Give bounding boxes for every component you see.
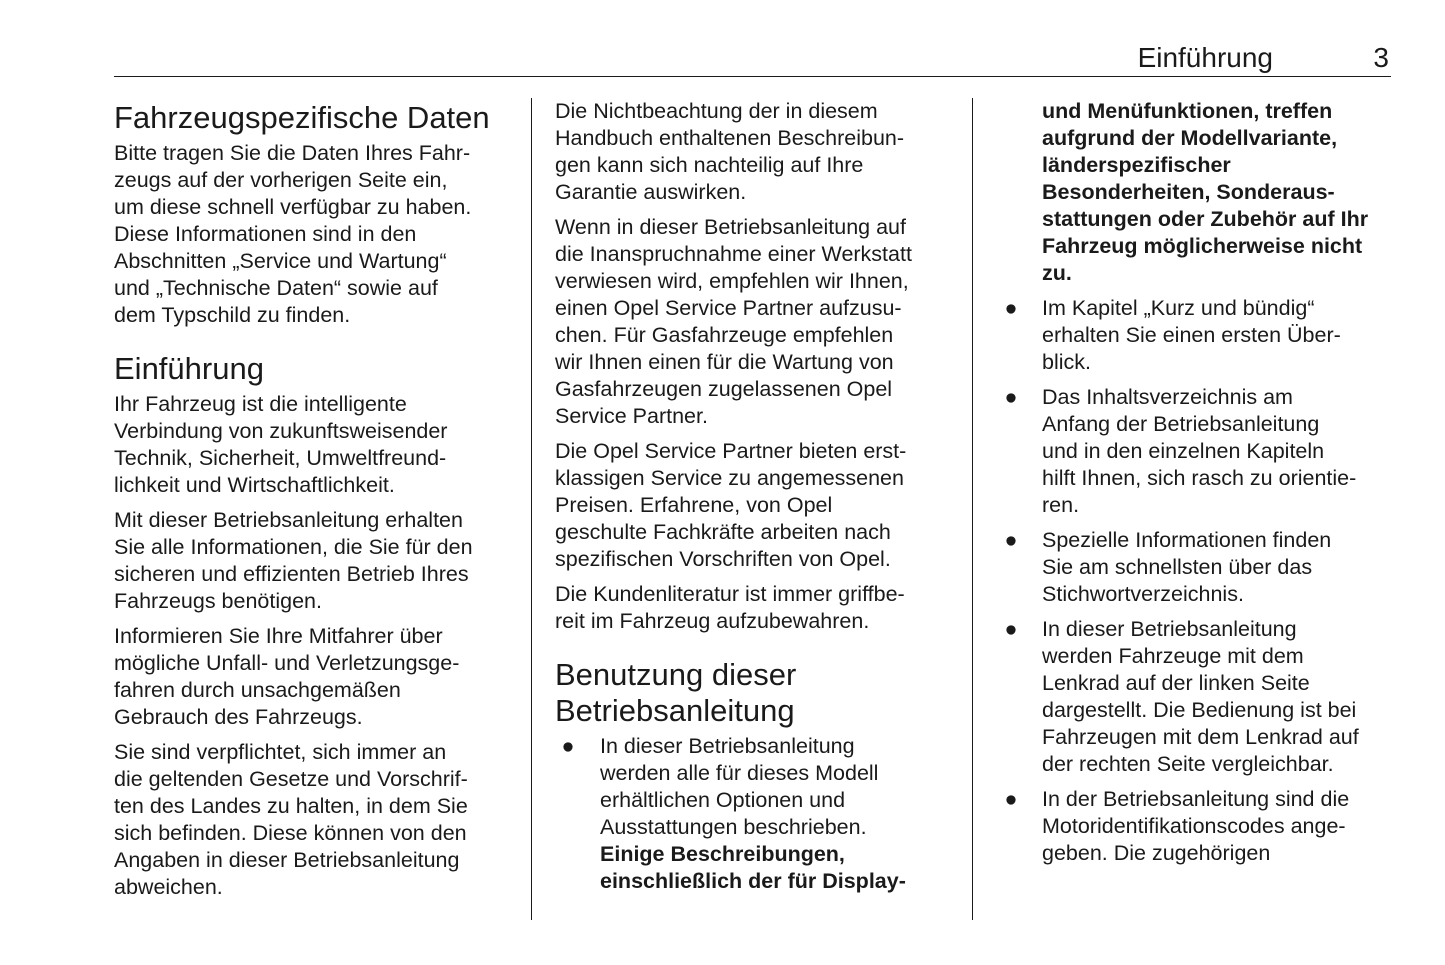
paragraph: Sie sind verpflichtet, sich immer an die geltenden Gesetze und Vorschrif- ten des Landes zu halten, in dem Sie sich befinden. Diese können von den Angaben in dieser Betriebsanleitung abweichen.	[114, 740, 468, 899]
list-item	[1004, 786, 1396, 867]
paragraph: Ihr Fahrzeug ist die intelligente Verbindung von zukunftsweisender Technik, Sicherheit, Umweltfreund- lichkeit und Wirtschaftlichkeit.	[114, 392, 448, 497]
bullet-list	[555, 733, 955, 895]
page-header	[114, 40, 1391, 77]
list-item-text: In dieser Betriebsanleitung werden alle für dieses Modell erhältlichen Optionen und Ausstattungen beschrieben.	[600, 734, 879, 839]
bullet-list	[1004, 295, 1396, 867]
section-heading-vehicle-data: Fahrzeugspezifische Daten	[114, 100, 490, 135]
list-item-text: In dieser Betriebsanleitung werden Fahrzeuge mit dem Lenkrad auf der linken Seite dargestellt. Die Bedienung ist bei Fahrzeugen mit dem Lenkrad auf der rechten Seite vergleichbar.	[1042, 617, 1359, 776]
bullet-icon: ●	[1004, 787, 1018, 811]
list-item	[1004, 295, 1396, 376]
paragraph: Die Nichtbeachtung der in diesem Handbuch enthaltenen Beschreibun- gen kann sich nachteilig auf Ihre Garantie auswirken.	[555, 99, 905, 204]
list-item	[555, 733, 955, 895]
bullet-icon: ●	[1004, 385, 1018, 409]
column-1	[114, 98, 514, 909]
page-number: 3	[1373, 42, 1389, 73]
bullet-icon: ●	[1004, 617, 1018, 641]
bullet-icon: ●	[1004, 296, 1018, 320]
list-item-text: Im Kapitel „Kurz und bündig“ erhalten Sie einen ersten Über- blick.	[1042, 296, 1341, 374]
list-item-bold-continuation: und Menüfunktionen, treffen aufgrund der Modellvariante, länderspezifischer Besonderheiten, Sonderaus- stattungen oder Zubehör auf Ihr Fahrzeug möglicherweise nicht zu.	[1042, 99, 1369, 285]
paragraph: Bitte tragen Sie die Daten Ihres Fahr- zeugs auf der vorherigen Seite ein, um diese schnell verfügbar zu haben. Diese Informationen sind in den Abschnitten „Service und Wartung“ und „Technische Daten“ sowie auf dem Typschild zu finden.	[114, 141, 472, 327]
list-item	[1004, 384, 1396, 519]
list-item	[1004, 527, 1396, 608]
list-item-bold-text: Einige Beschreibungen, einschließlich der für Display-	[600, 842, 906, 893]
column-divider-1	[531, 98, 532, 920]
list-item-text: Das Inhaltsverzeichnis am Anfang der Betriebsanleitung und in den einzelnen Kapiteln hilft Ihnen, sich rasch zu orientie- ren.	[1042, 385, 1357, 517]
section-heading-manual-usage: Benutzung dieser Betriebsanleitung	[555, 657, 797, 728]
paragraph: Wenn in dieser Betriebsanleitung auf die Inanspruchnahme einer Werkstatt verwiesen wird, empfehlen wir Ihnen, einen Opel Service Partner aufzusu- chen. Für Gasfahrzeuge empfehlen wir Ihnen einen für die Wartung von Gasfahrzeugen zugelassenen Opel Service Partner.	[555, 215, 912, 428]
column-3	[1004, 98, 1396, 875]
bullet-icon: ●	[561, 734, 575, 758]
paragraph: Die Kundenliteratur ist immer griffbe- reit im Fahrzeug aufzubewahren.	[555, 582, 905, 633]
list-item	[1004, 616, 1396, 778]
column-divider-2	[972, 98, 973, 920]
section-heading-introduction: Einführung	[114, 351, 264, 386]
paragraph: Mit dieser Betriebsanleitung erhalten Sie alle Informationen, die Sie für den sicheren und effizienten Betrieb Ihres Fahrzeugs benötigen.	[114, 508, 473, 613]
bullet-icon: ●	[1004, 528, 1018, 552]
paragraph: Informieren Sie Ihre Mitfahrer über mögliche Unfall- und Verletzungsge- fahren durch unsachgemäßen Gebrauch des Fahrzeugs.	[114, 624, 460, 729]
paragraph: Die Opel Service Partner bieten erst- klassigen Service zu angemessenen Preisen. Erfahrene, von Opel geschulte Fachkräfte arbeiten nach spezifischen Vorschriften von Opel.	[555, 439, 907, 571]
column-2	[555, 98, 955, 903]
chapter-title: Einführung	[1137, 42, 1273, 73]
list-item-text: Spezielle Informationen finden Sie am schnellsten über das Stichwortverzeichnis.	[1042, 528, 1332, 606]
list-item-text: In der Betriebsanleitung sind die Motoridentifikationscodes ange- geben. Die zugehörigen	[1042, 787, 1350, 865]
